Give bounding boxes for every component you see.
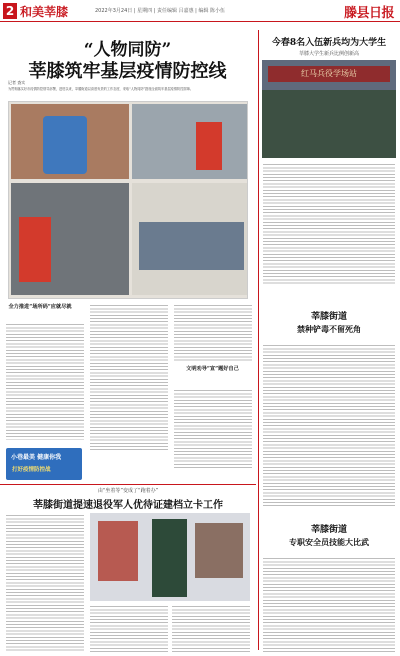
safety-story-body [263,556,395,652]
slogan-box [6,448,82,480]
drug-story-title: 莘膝街道 [310,312,347,322]
safety-story-title: 莘膝街道 [310,525,347,535]
military-body-col-1 [6,513,84,651]
military-body-col-3 [172,604,250,652]
section-title: 和美莘膝 [20,5,69,19]
main-body-col-2 [90,303,168,451]
main-body-col-3b [174,388,252,468]
military-body-col-2 [90,604,168,652]
page-number: 2 [3,3,17,19]
military-story-title: 莘膝街道提速退役军人优待证建档立卡工作 [33,500,223,511]
veteran-story-body [263,162,395,286]
slogan-line-1: 小巷最美 健康你我 [11,454,62,461]
section-head-3: 文明劝导“宣”题好自己 [186,366,239,372]
main-body-col-3 [174,303,252,363]
veteran-story-title: 今春8名入伍新兵均为大学生 [271,38,387,48]
veteran-story-subtitle: 莘膝大学生新兵比例创新高 [298,51,359,57]
military-photo [90,513,250,601]
drug-story-subtitle: 禁种铲毒不留死角 [297,324,361,334]
veteran-banner-text: 红马兵役学场站 [301,69,357,78]
section-head-1: 全力推进“场所码”应就尽就 [8,304,72,310]
issue-meta: 2022年3月24日 | 星期四 | 责任编辑 吕嘉惠 | 编辑 陈小伍 [95,8,226,14]
main-photo-collage [8,101,248,299]
drug-story-body [263,343,395,508]
newspaper-logo: 滕县日报 [343,6,394,21]
main-story-title: “人物同防” [83,40,172,60]
military-story-kicker: 由“坐着等”变成了“跑着办” [97,488,159,494]
main-body-col-1 [6,322,84,440]
main-story-subtitle: 莘膝筑牢基层疫情防控线 [28,61,227,82]
masthead [0,0,400,22]
main-story-lead: 为贯彻落实好市疫情防控领导部署，进驻以来，莘滕街道以高度负责的工作态度，采取“人物同防”措施全面筑牢基层疫情防控屏障。 [8,87,193,91]
slogan-line-2: 打好疫情防控战 [12,467,51,473]
veteran-photo [262,60,396,158]
safety-story-subtitle: 专职安全员技能大比武 [289,537,369,547]
main-story-byline: 记者 查实 [8,80,26,85]
